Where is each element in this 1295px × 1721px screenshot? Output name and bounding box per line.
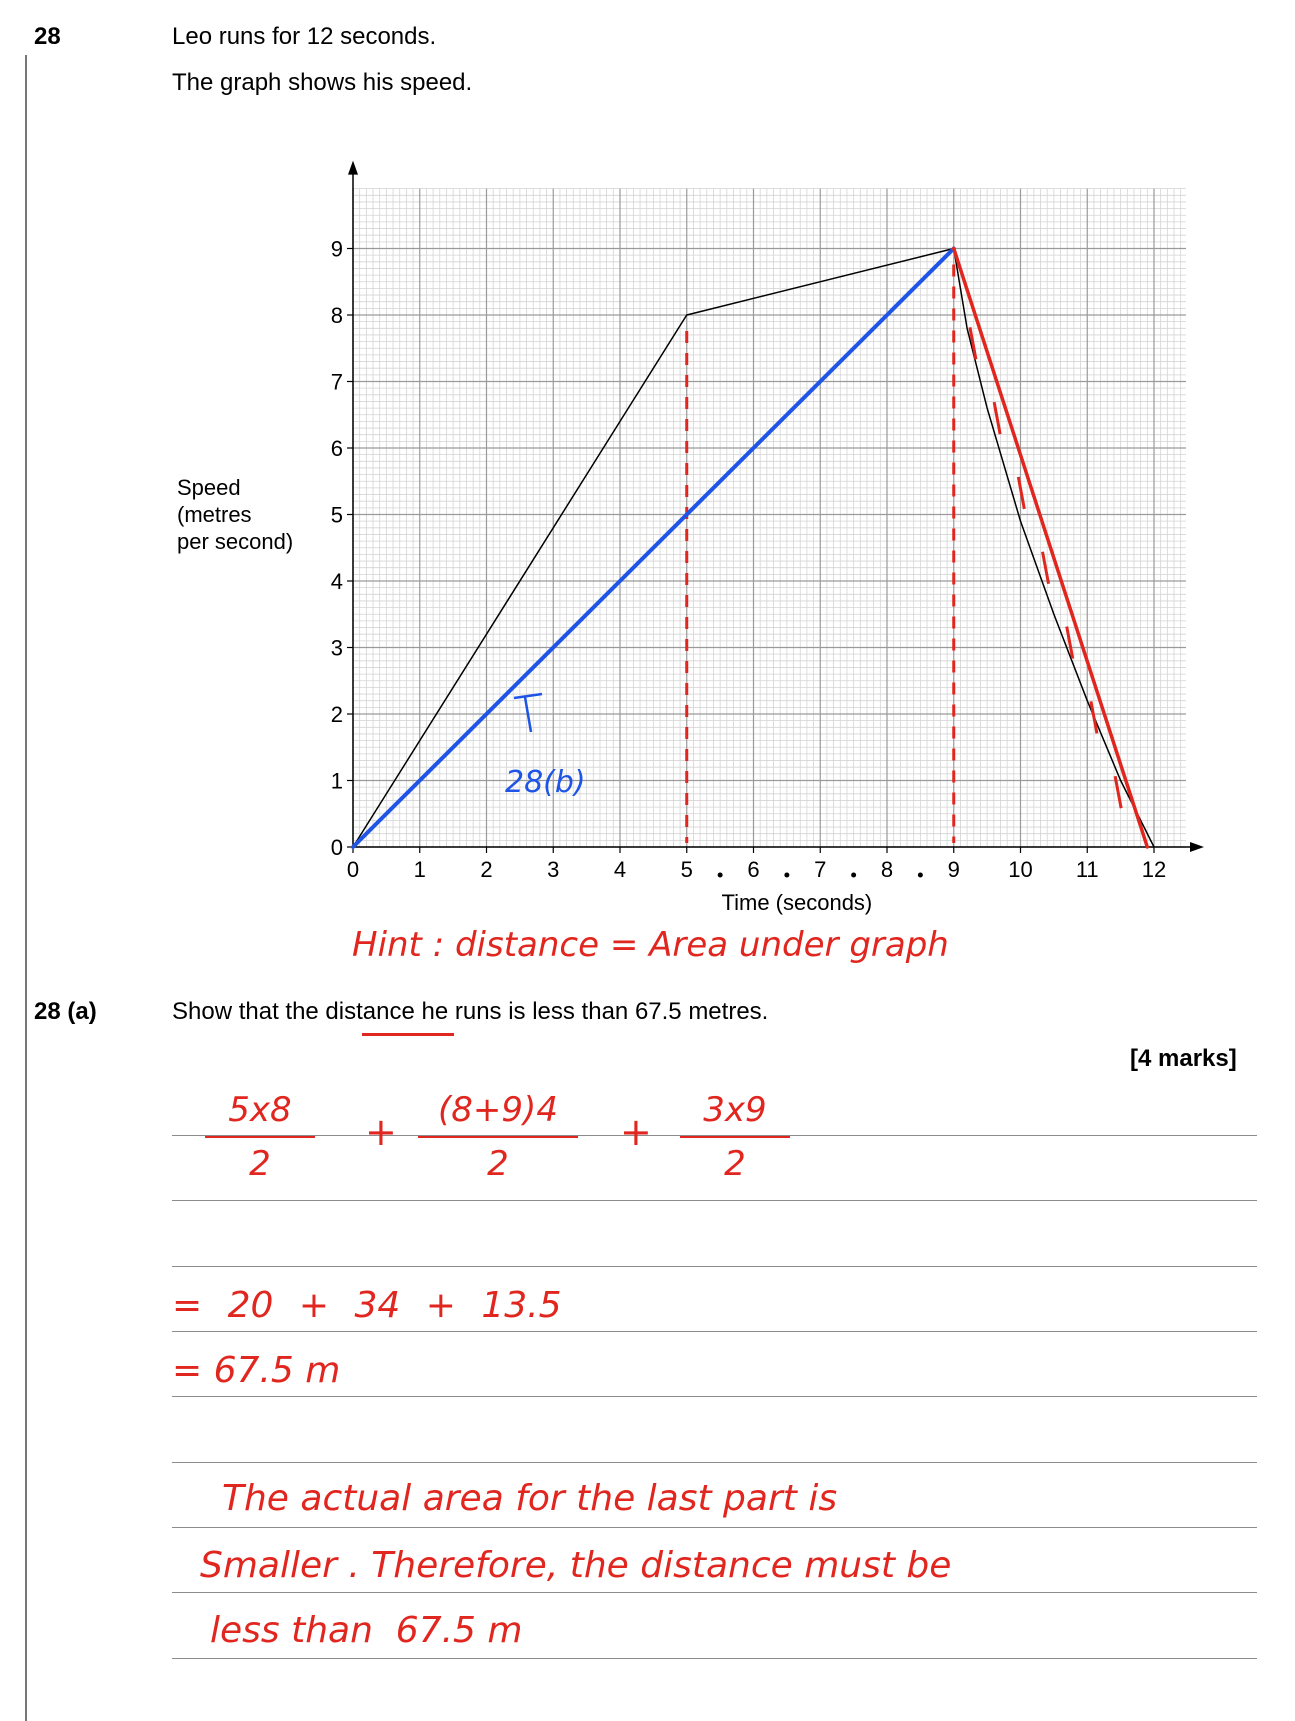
answer-line-2 (172, 1200, 1257, 1201)
explanation-line-1: The actual area for the last part is (222, 1478, 838, 1519)
explanation-line-3: less than 67.5 m (210, 1610, 523, 1651)
sum-line: = 20 + 34 + 13.5 (172, 1285, 562, 1326)
x-tick-label: 11 (1075, 857, 1099, 882)
question-line-2: The graph shows his speed. (172, 69, 473, 96)
y-tick-label: 4 (330, 569, 343, 594)
x-tick-label: 4 (613, 857, 627, 882)
y-axis-label-line: per second) (177, 529, 294, 554)
answer-line-6 (172, 1462, 1257, 1463)
x-tick-label: 2 (480, 857, 493, 882)
hatch-mark (1018, 477, 1024, 509)
axis-dot (851, 873, 856, 878)
answer-line-9 (172, 1658, 1257, 1659)
plus-2: + (620, 1110, 652, 1154)
fraction-3-numerator: 3x9 (703, 1090, 767, 1130)
part-a-text: Show that the distance he runs is less than 67.5 metres. (172, 998, 769, 1025)
x-tick-label: 8 (880, 857, 894, 882)
result-line: = 67.5 m (172, 1350, 341, 1391)
axes (348, 161, 1204, 852)
marks: [4 marks] (1130, 1045, 1237, 1072)
axis-dot (784, 873, 789, 878)
explanation-line-2: Smaller . Therefore, the distance must be (200, 1545, 952, 1586)
y-tick-label: 0 (330, 835, 343, 860)
y-tick-label: 7 (330, 369, 343, 395)
annotation-arrow-head (514, 694, 542, 698)
fraction-2 (418, 1090, 578, 1184)
x-tick-label: 5 (680, 857, 693, 882)
hint-text: Hint : distance = Area under graph (352, 925, 949, 965)
fraction-2-numerator: (8+9)4 (438, 1090, 558, 1130)
y-axis-label-line: (metres (177, 502, 252, 527)
x-tick-label: 3 (547, 857, 560, 882)
x-tick-label: 0 (346, 857, 360, 882)
fraction-3 (680, 1090, 790, 1184)
answer-line-8 (172, 1592, 1257, 1593)
x-axis-arrow (1190, 842, 1204, 852)
y-tick-label: 5 (330, 502, 343, 528)
axis-dot (718, 873, 723, 878)
axis-dot (918, 873, 923, 878)
fraction-2-denominator: 2 (487, 1144, 509, 1184)
x-tick-label: 6 (747, 857, 760, 882)
y-tick-label: 2 (330, 702, 343, 727)
x-tick-label: 12 (1141, 857, 1167, 882)
underline-distance (362, 1033, 454, 1036)
annotation-28b: 28(b) (505, 765, 586, 800)
y-tick-label: 6 (330, 436, 343, 461)
answer-line-7 (172, 1527, 1257, 1528)
y-axis-arrow (348, 161, 358, 175)
plus-1: + (365, 1110, 397, 1154)
answer-line-4 (172, 1331, 1257, 1332)
margin-line (25, 55, 27, 1721)
answer-line-5 (172, 1396, 1257, 1397)
grid-major (353, 189, 1186, 847)
x-axis-label: Time (seconds) (721, 890, 873, 915)
fraction-3-denominator: 2 (724, 1144, 746, 1184)
y-tick-label: 3 (330, 635, 343, 661)
x-tick-label: 7 (814, 857, 827, 882)
answer-line-3 (172, 1266, 1257, 1267)
fraction-1 (205, 1090, 315, 1184)
grid-minor (353, 189, 1186, 847)
x-tick-label: 1 (413, 857, 426, 882)
y-tick-label: 9 (330, 236, 343, 262)
question-line-1: Leo runs for 12 seconds. (172, 23, 437, 50)
fraction-1-denominator: 2 (249, 1144, 271, 1184)
y-tick-label: 8 (330, 303, 343, 328)
y-axis-label-line: Speed (177, 475, 241, 500)
question-number: 28 (34, 23, 61, 50)
part-a-label: 28 (a) (34, 998, 97, 1025)
y-tick-label: 1 (330, 768, 343, 794)
hatch-mark (994, 402, 1000, 434)
fraction-1-numerator: 5x8 (228, 1090, 292, 1130)
x-tick-label: 10 (1008, 857, 1033, 882)
x-tick-label: 9 (947, 857, 960, 882)
